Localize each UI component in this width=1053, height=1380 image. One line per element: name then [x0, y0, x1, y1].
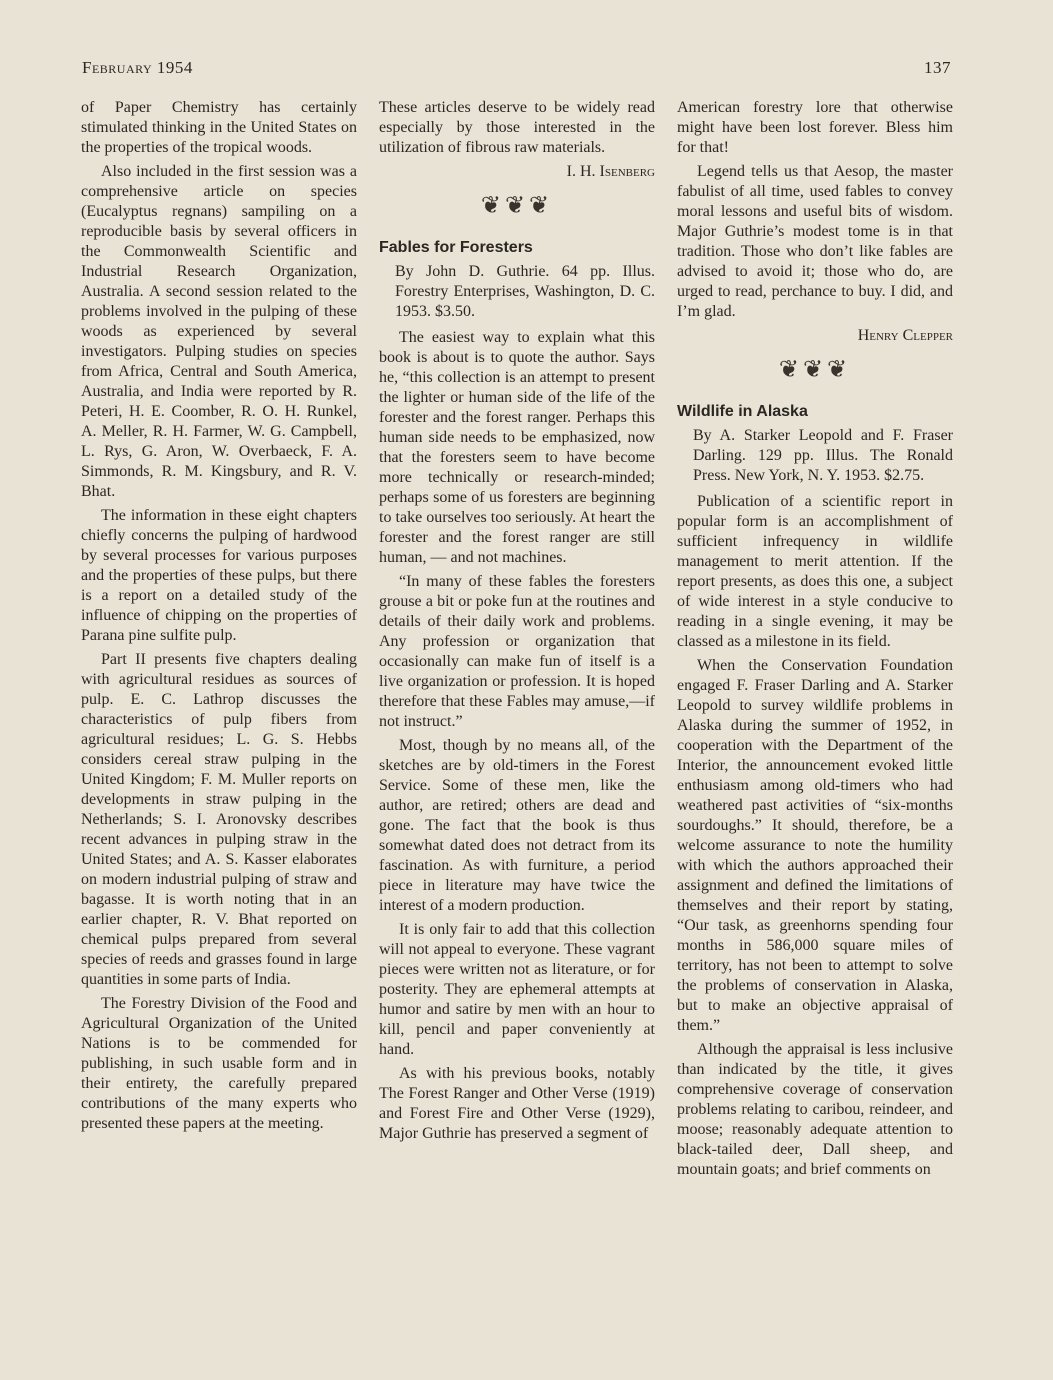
paragraph: Publication of a scientific report in popular form is an accomplishment of sufficient infrequency in wildlife management to merit attention. If the report presents, as does this one, a subject of wide interest in a style conducive to reading in a single evening, it may be classed as a milestone in its field. — [677, 493, 953, 650]
paragraph: The information in these eight chapters chiefly concerns the pulping of hardwood by several processes for various purposes and the properties of these pulps, but there is a report on a detailed study of the influence of chipping on the properties of Parana pine sulfite pulp. — [81, 507, 357, 644]
column-3 — [677, 98, 953, 1184]
paragraph: Also included in the first session was a comprehensive article on species (Eucalyptus regnans) sampiling on a reproducible basis by several officers in the Commonwealth Scientific and Industrial Research Organization, Australia. A second session related to the problems involved in the pulping of these woods as experienced by several investigators. Pulping studies on species from Africa, Central and South America, Australia, and India were reported by R. Peteri, H. E. Coomber, R. O. H. Runkel, A. Meller, R. H. Farmer, W. G. Campbell, L. Rys, G. Aron, W. Overbaeck, F. A. Simmonds, R. M. Kingsbury, and R. V. Bhat. — [81, 163, 357, 500]
paragraph: Legend tells us that Aesop, the master fabulist of all time, used fables to convey moral lessons and useful bits of wisdom. Major Guthrie’s modest tome is in that tradition. Those who don’t like fables are advised to avoid it; those who do, are urged to read, perchance to buy. I did, and I’m glad. — [677, 163, 953, 320]
issue-date: February 1954 — [82, 58, 193, 77]
bibliographic-line: By John D. Guthrie. 64 pp. Illus. Forestry Enterprises, Washington, D. C. 1953. $3.50. — [395, 263, 655, 320]
paragraph: Although the appraisal is less inclusive than indicated by the title, it gives comprehensive coverage of conservation problems relating to caribou, reindeer, and moose; reasonably adequate attention to black-tailed deer, Dall sheep, and mountain goats; and brief comments on — [677, 1041, 953, 1178]
column-1 — [81, 98, 357, 1138]
paragraph: It is only fair to add that this collection will not appeal to everyone. These vagrant pieces were written not as literature, or for posterity. They are ephemeral attempts at humor and satire by men with an hour to kill, pencil and paper conveniently at hand. — [379, 921, 655, 1058]
paragraph: Most, though by no means all, of the sketches are by old-timers in the Forest Service. Some of these men, like the author, are retired; others are dead and gone. The fact that the book is thus somewhat dated does not detract from its fascination. As with furniture, a period piece in literature may have twice the interest of a modern production. — [379, 737, 655, 914]
review-title: Fables for Foresters — [379, 239, 533, 256]
paragraph: “In many of these fables the foresters grouse a bit or poke fun at the routines and details of their daily work and problems. Any profession or organization that occasionally can make fun of itself is a live organization or profession. It is hoped therefore that these Fables may amuse,—if not instruct.” — [379, 573, 655, 730]
paragraph: American forestry lore that otherwise might have been lost forever. Bless him for that! — [677, 99, 953, 156]
running-head — [82, 58, 951, 78]
section-ornament: ❦❦❦ — [778, 357, 852, 383]
review-title: Wildlife in Alaska — [677, 403, 808, 420]
section-ornament: ❦❦❦ — [480, 193, 554, 219]
bibliographic-line: By A. Starker Leopold and F. Fraser Darling. 129 pp. Illus. The Ronald Press. New York, N. Y. 1953. $2.75. — [693, 427, 953, 484]
paragraph: of Paper Chemistry has certainly stimulated thinking in the United States on the properties of the tropical woods. — [81, 99, 357, 156]
reviewer-signature: I. H. Isenberg — [566, 163, 655, 180]
paragraph: The easiest way to explain what this book is about is to quote the author. Says he, “this collection is an attempt to present the lighter or human side of the life of the forester and the forest ranger. Perhaps this human side needs to be emphasized, now that the foresters seem to have become more technically or research-minded; perhaps some of us foresters are beginning to take ourselves too seriously. At heart the forester and the forest ranger are still human, — and not machines. — [379, 329, 655, 566]
paragraph: The Forestry Division of the Food and Agricultural Organization of the United Nations is to be commended for publishing, in such usable form and in their entirety, the carefully prepared contributions of the many experts who presented these papers at the meeting. — [81, 995, 357, 1132]
paragraph: As with his previous books, notably The Forest Ranger and Other Verse (1919) and Forest Fire and Other Verse (1929), Major Guthrie has preserved a segment of — [379, 1065, 655, 1142]
column-2 — [379, 98, 655, 1148]
reviewer-signature: Henry Clepper — [857, 327, 953, 344]
paragraph: Part II presents five chapters dealing with agricultural residues as sources of pulp. E. C. Lathrop discusses the characteristics of pulp fibers from agricultural residues; L. G. S. Hebbs considers cereal straw pulping in the United Kingdom; F. M. Muller reports on developments in straw pulping in the Netherlands; S. I. Aronovsky describes recent advances in pulping straw in the United States; and A. S. Kasser elaborates on modern industrial pulping of straw and bagasse. It is worth noting that in an earlier chapter, R. V. Bhat reported on chemical pulps prepared from several species of reeds and grasses found in large quantities in some parts of India. — [81, 651, 357, 988]
paragraph: These articles deserve to be widely read especially by those interested in the utilization of fibrous raw materials. — [379, 99, 655, 156]
paragraph: When the Conservation Foundation engaged F. Fraser Darling and A. Starker Leopold to survey wildlife problems in Alaska during the summer of 1952, in cooperation with the Department of the Interior, the announcement evoked little enthusiasm among old-timers who had weathered past activities of “six-months sourdoughs.” It should, therefore, be a welcome assurance to note the humility with which the authors approached their assignment and defined the limitations of themselves and their report by stating, “Our task, as greenhorns spending four months in 586,000 square miles of territory, has not been to attempt to solve the problems of conservation in Alaska, but to make an objective appraisal of them.” — [677, 657, 953, 1034]
page-number: 137 — [924, 58, 951, 77]
